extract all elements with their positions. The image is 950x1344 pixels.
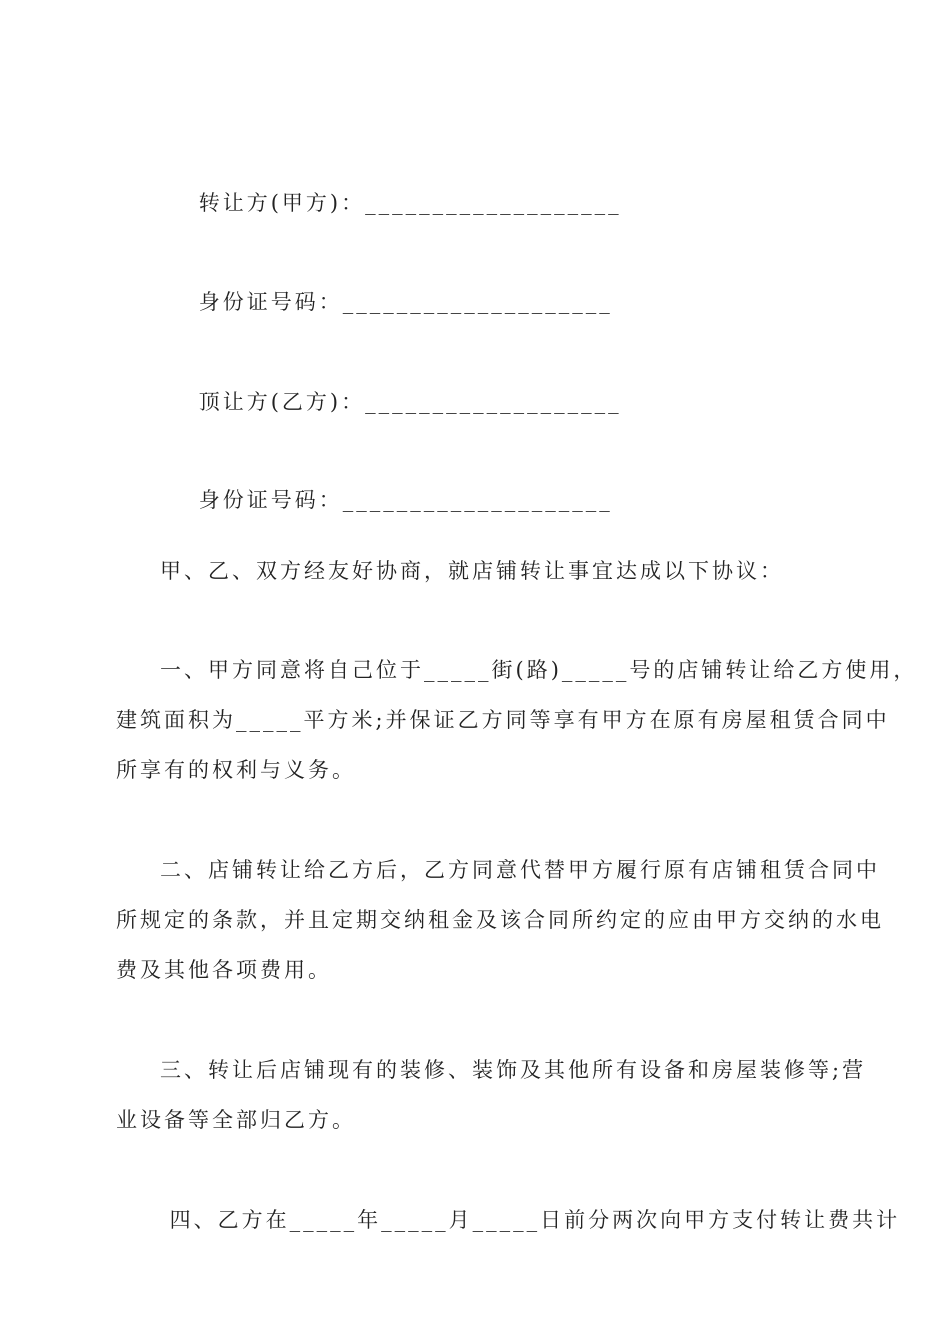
- clause-3-line-2: 业设备等全部归乙方。: [116, 1108, 356, 1132]
- transferee-id-blank: ____________________: [342, 488, 613, 512]
- transferor-id-label: 身份证号码：: [198, 290, 343, 314]
- clause-2-line-2: 所规定的条款，并且定期交纳租金及该合同所约定的应由甲方交纳的水电: [116, 908, 884, 932]
- clause-3-line-1: 三、转让后店铺现有的装修、装饰及其他所有设备和房屋装修等;营: [160, 1058, 867, 1082]
- transferor-blank: ___________________: [365, 191, 622, 215]
- transferee-field: [160, 357, 622, 447]
- agreement-intro: 甲、乙、双方经友好协商，就店铺转让事宜达成以下协议：: [160, 559, 784, 583]
- clause-1-line-3: 所享有的权利与义务。: [116, 758, 356, 782]
- transferee-label: 顶让方(乙方)：: [198, 390, 366, 414]
- transferor-id-field: [160, 257, 613, 347]
- transferee-blank: ___________________: [365, 390, 622, 414]
- clause-4-line-1: 四、乙方在_____年_____月_____日前分两次向甲方支付转让费共计: [160, 1208, 901, 1232]
- transferor-label: 转让方(甲方)：: [198, 191, 366, 215]
- clause-2-line-3: 费及其他各项费用。: [116, 958, 332, 982]
- transferee-id-field: [160, 455, 613, 545]
- transferor-id-blank: ____________________: [342, 290, 613, 314]
- transferee-id-label: 身份证号码：: [198, 488, 343, 512]
- clause-1-line-1: 一、甲方同意将自己位于_____街(路)_____号的店铺转让给乙方使用，: [160, 658, 918, 682]
- transferor-field: [160, 158, 622, 248]
- clause-2-line-1: 二、店铺转让给乙方后，乙方同意代替甲方履行原有店铺租赁合同中: [160, 858, 880, 882]
- clause-1-line-2: 建筑面积为_____平方米;并保证乙方同等享有甲方在原有房屋租赁合同中: [116, 708, 890, 732]
